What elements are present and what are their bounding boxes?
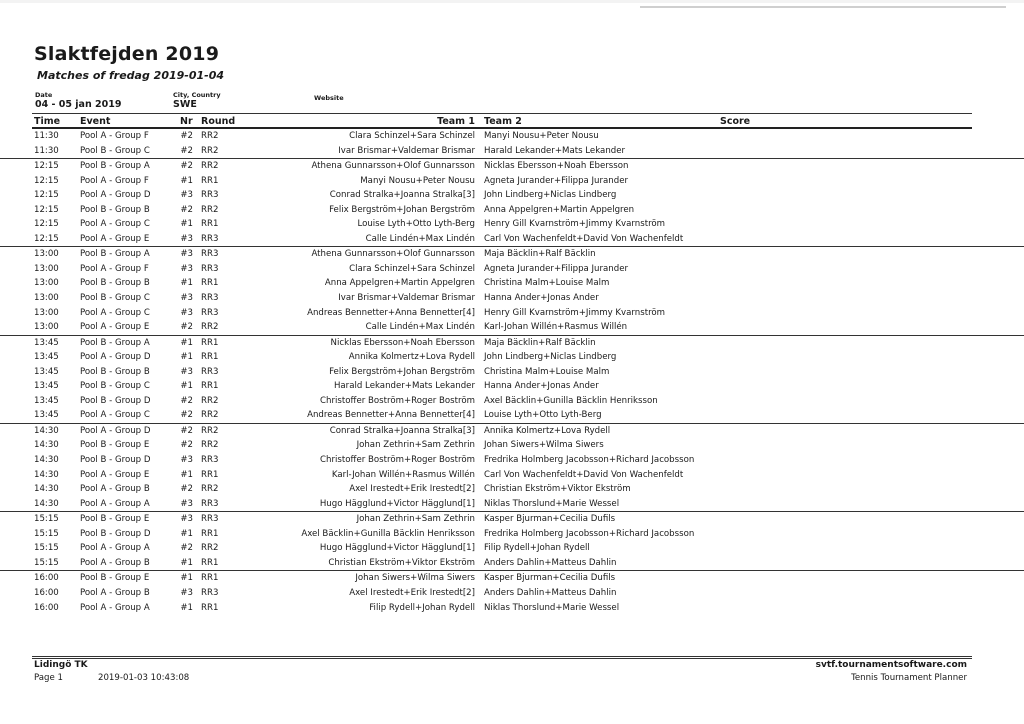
table-row bbox=[0, 203, 1024, 218]
table-row bbox=[0, 188, 1024, 203]
match-round: RR2 bbox=[201, 425, 219, 436]
match-team1: Harald Lekander+Mats Lekander bbox=[333, 381, 475, 392]
match-event: Pool A - Group C bbox=[80, 219, 150, 230]
match-team2: Agneta Jurander+Filippa Jurander bbox=[484, 263, 629, 274]
match-team1: Louise Lyth+Otto Lyth-Berg bbox=[357, 219, 475, 230]
match-time: 14:30 bbox=[34, 498, 59, 509]
table-row bbox=[0, 453, 1024, 468]
match-time: 16:00 bbox=[34, 602, 59, 613]
match-event: Pool B - Group D bbox=[80, 395, 151, 406]
match-round: RR2 bbox=[201, 204, 219, 215]
match-event: Pool A - Group A bbox=[80, 602, 150, 613]
match-round: RR1 bbox=[201, 469, 219, 480]
match-team2: John Lindberg+Niclas Lindberg bbox=[484, 352, 617, 363]
match-time: 13:00 bbox=[34, 278, 59, 289]
match-nr: #3 bbox=[180, 190, 193, 201]
match-team1: Conrad Stralka+Joanna Stralka[3] bbox=[329, 425, 475, 436]
match-time: 14:30 bbox=[34, 425, 59, 436]
header-score: Score bbox=[720, 116, 751, 127]
match-nr: #2 bbox=[180, 543, 193, 554]
match-time: 13:00 bbox=[34, 307, 59, 318]
header-team1: Team 1 bbox=[437, 116, 475, 127]
match-event: Pool A - Group F bbox=[80, 175, 149, 186]
match-team2: Christian Ekström+Viktor Ekström bbox=[484, 484, 631, 495]
match-nr: #3 bbox=[180, 366, 193, 377]
match-round: RR2 bbox=[201, 395, 219, 406]
match-team1: Karl-Johan Willén+Rasmus Willén bbox=[331, 469, 475, 480]
match-round: RR3 bbox=[201, 249, 219, 260]
match-team2: Nicklas Ebersson+Noah Ebersson bbox=[484, 161, 629, 172]
match-event: Pool A - Group C bbox=[80, 307, 150, 318]
match-team1: Johan Zethrin+Sam Zethrin bbox=[356, 514, 475, 525]
match-nr: #3 bbox=[180, 498, 193, 509]
match-event: Pool B - Group C bbox=[80, 145, 150, 156]
match-round: RR1 bbox=[201, 352, 219, 363]
match-event: Pool A - Group B bbox=[80, 557, 150, 568]
match-event: Pool A - Group A bbox=[80, 498, 150, 509]
match-team2: Fredrika Holmberg Jacobsson+Richard Jacobsson bbox=[484, 528, 695, 539]
match-round: RR3 bbox=[201, 455, 219, 466]
match-event: Pool B - Group D bbox=[80, 455, 151, 466]
match-nr: #3 bbox=[180, 263, 193, 274]
match-round: RR3 bbox=[201, 498, 219, 509]
match-time: 13:45 bbox=[34, 337, 59, 348]
match-team2: Carl Von Wachenfeldt+David Von Wachenfeldt bbox=[484, 469, 684, 480]
table-row bbox=[0, 129, 1024, 144]
match-event: Pool B - Group E bbox=[80, 573, 150, 584]
website-label: Website bbox=[314, 94, 344, 102]
header-rule-top bbox=[32, 113, 972, 114]
match-nr: #3 bbox=[180, 307, 193, 318]
match-nr: #2 bbox=[180, 484, 193, 495]
match-round: RR2 bbox=[201, 145, 219, 156]
match-event: Pool B - Group B bbox=[80, 204, 150, 215]
table-row bbox=[0, 556, 1024, 571]
table-row bbox=[0, 306, 1024, 321]
match-nr: #1 bbox=[180, 175, 193, 186]
city-value: SWE bbox=[173, 99, 197, 110]
match-team1: Christian Ekström+Viktor Ekström bbox=[328, 557, 475, 568]
match-nr: #3 bbox=[180, 293, 193, 304]
match-team2: Axel Bäcklin+Gunilla Bäcklin Henriksson bbox=[484, 395, 658, 406]
table-row bbox=[0, 527, 1024, 542]
match-team1: Andreas Bennetter+Anna Bennetter[4] bbox=[307, 410, 475, 421]
table-row bbox=[0, 438, 1024, 453]
table-row bbox=[0, 158, 1024, 174]
match-time: 15:15 bbox=[34, 557, 59, 568]
table-row bbox=[0, 144, 1024, 159]
match-nr: #1 bbox=[180, 219, 193, 230]
match-round: RR3 bbox=[201, 190, 219, 201]
match-time: 16:00 bbox=[34, 587, 59, 598]
match-time: 14:30 bbox=[34, 469, 59, 480]
match-team2: Hanna Ander+Jonas Ander bbox=[484, 293, 599, 304]
match-round: RR2 bbox=[201, 440, 219, 451]
match-team1: Manyi Nousu+Peter Nousu bbox=[360, 175, 475, 186]
match-time: 14:30 bbox=[34, 440, 59, 451]
match-event: Pool B - Group B bbox=[80, 366, 150, 377]
match-time: 11:30 bbox=[34, 131, 59, 141]
match-time: 15:15 bbox=[34, 543, 59, 554]
match-team2: Christina Malm+Louise Malm bbox=[484, 278, 610, 289]
match-nr: #2 bbox=[180, 410, 193, 421]
match-team2: Filip Rydell+Johan Rydell bbox=[484, 543, 590, 554]
match-event: Pool B - Group A bbox=[80, 161, 150, 172]
match-time: 13:45 bbox=[34, 410, 59, 421]
match-round: RR1 bbox=[201, 175, 219, 186]
match-time: 12:15 bbox=[34, 161, 59, 172]
table-row bbox=[0, 291, 1024, 306]
match-event: Pool A - Group A bbox=[80, 543, 150, 554]
match-round: RR3 bbox=[201, 514, 219, 525]
table-row bbox=[0, 541, 1024, 556]
match-time: 12:15 bbox=[34, 219, 59, 230]
match-nr: #1 bbox=[180, 352, 193, 363]
match-team1: Anna Appelgren+Martin Appelgren bbox=[324, 278, 475, 289]
match-team1: Axel Bäcklin+Gunilla Bäcklin Henriksson bbox=[301, 528, 475, 539]
match-time: 12:15 bbox=[34, 233, 59, 244]
table-row bbox=[0, 379, 1024, 394]
match-round: RR2 bbox=[201, 161, 219, 172]
match-nr: #3 bbox=[180, 233, 193, 244]
match-nr: #1 bbox=[180, 602, 193, 613]
match-event: Pool A - Group E bbox=[80, 469, 150, 480]
city-label: City, Country bbox=[173, 91, 221, 99]
match-round: RR1 bbox=[201, 528, 219, 539]
match-round: RR2 bbox=[201, 484, 219, 495]
match-team1: Axel Irestedt+Erik Irestedt[2] bbox=[349, 587, 475, 598]
footer-website: svtf.tournamentsoftware.com bbox=[815, 660, 967, 670]
matches-table bbox=[0, 129, 1024, 615]
match-round: RR2 bbox=[201, 410, 219, 421]
table-row bbox=[0, 246, 1024, 262]
match-nr: #1 bbox=[180, 381, 193, 392]
table-row bbox=[0, 276, 1024, 291]
table-row bbox=[0, 511, 1024, 527]
header-nr: Nr bbox=[180, 116, 193, 127]
match-nr: #1 bbox=[180, 469, 193, 480]
match-team2: Fredrika Holmberg Jacobsson+Richard Jacobsson bbox=[484, 455, 695, 466]
match-time: 14:30 bbox=[34, 455, 59, 466]
table-row bbox=[0, 174, 1024, 189]
match-team2: Henry Gill Kvarnström+Jimmy Kvarnström bbox=[484, 307, 666, 318]
match-event: Pool A - Group C bbox=[80, 410, 150, 421]
date-value: 04 - 05 jan 2019 bbox=[35, 99, 122, 110]
table-row bbox=[0, 497, 1024, 512]
table-row bbox=[0, 350, 1024, 365]
match-event: Pool B - Group E bbox=[80, 514, 150, 525]
match-team2: Harald Lekander+Mats Lekander bbox=[484, 145, 626, 156]
match-team1: Nicklas Ebersson+Noah Ebersson bbox=[330, 337, 475, 348]
page-subtitle: Matches of fredag 2019-01-04 bbox=[37, 69, 225, 82]
match-team2: Henry Gill Kvarnström+Jimmy Kvarnström bbox=[484, 219, 666, 230]
match-team1: Clara Schinzel+Sara Schinzel bbox=[349, 131, 475, 141]
match-team2: Kasper Bjurman+Cecilia Dufils bbox=[484, 573, 616, 584]
match-time: 11:30 bbox=[34, 145, 59, 156]
match-team2: John Lindberg+Niclas Lindberg bbox=[484, 190, 617, 201]
match-round: RR3 bbox=[201, 233, 219, 244]
match-team2: Niklas Thorslund+Marie Wessel bbox=[484, 602, 620, 613]
match-team1: Christoffer Boström+Roger Boström bbox=[320, 395, 475, 406]
match-nr: #3 bbox=[180, 455, 193, 466]
date-label: Date bbox=[35, 91, 53, 99]
match-round: RR2 bbox=[201, 543, 219, 554]
footer-rule bbox=[32, 656, 972, 657]
match-team2: Annika Kolmertz+Lova Rydell bbox=[484, 425, 611, 436]
match-nr: #1 bbox=[180, 337, 193, 348]
table-row bbox=[0, 335, 1024, 351]
header-team2: Team 2 bbox=[484, 116, 522, 127]
match-team1: Felix Bergström+Johan Bergström bbox=[329, 204, 475, 215]
footer-club: Lidingö TK bbox=[34, 660, 88, 670]
match-team2: Christina Malm+Louise Malm bbox=[484, 366, 610, 377]
match-nr: #2 bbox=[180, 161, 193, 172]
match-event: Pool B - Group A bbox=[80, 337, 150, 348]
match-event: Pool B - Group B bbox=[80, 278, 150, 289]
match-round: RR1 bbox=[201, 278, 219, 289]
match-nr: #2 bbox=[180, 322, 193, 333]
match-round: RR2 bbox=[201, 322, 219, 333]
match-team2: Johan Siwers+Wilma Siwers bbox=[484, 440, 604, 451]
table-row bbox=[0, 408, 1024, 423]
match-round: RR3 bbox=[201, 263, 219, 274]
footer-timestamp: 2019-01-03 10:43:08 bbox=[98, 673, 190, 683]
match-team2: Louise Lyth+Otto Lyth-Berg bbox=[484, 410, 602, 421]
match-team1: Filip Rydell+Johan Rydell bbox=[369, 602, 475, 613]
match-team2: Carl Von Wachenfeldt+David Von Wachenfeldt bbox=[484, 233, 684, 244]
table-row bbox=[0, 570, 1024, 586]
match-team1: Hugo Hägglund+Victor Hägglund[1] bbox=[319, 543, 475, 554]
match-time: 13:00 bbox=[34, 322, 59, 333]
match-team1: Axel Irestedt+Erik Irestedt[2] bbox=[349, 484, 475, 495]
match-round: RR3 bbox=[201, 293, 219, 304]
match-time: 12:15 bbox=[34, 204, 59, 215]
match-nr: #2 bbox=[180, 145, 193, 156]
match-team2: Agneta Jurander+Filippa Jurander bbox=[484, 175, 629, 186]
match-team2: Maja Bäcklin+Ralf Bäcklin bbox=[484, 249, 596, 260]
match-event: Pool A - Group E bbox=[80, 322, 150, 333]
match-nr: #3 bbox=[180, 587, 193, 598]
match-nr: #3 bbox=[180, 514, 193, 525]
table-row bbox=[0, 423, 1024, 439]
match-event: Pool A - Group B bbox=[80, 484, 150, 495]
match-team2: Kasper Bjurman+Cecilia Dufils bbox=[484, 514, 616, 525]
match-team1: Clara Schinzel+Sara Schinzel bbox=[349, 263, 475, 274]
match-time: 13:00 bbox=[34, 249, 59, 260]
match-round: RR2 bbox=[201, 131, 219, 141]
header-event: Event bbox=[80, 116, 111, 127]
match-event: Pool B - Group A bbox=[80, 249, 150, 260]
match-team1: Felix Bergström+Johan Bergström bbox=[329, 366, 475, 377]
match-nr: #3 bbox=[180, 249, 193, 260]
match-time: 12:15 bbox=[34, 190, 59, 201]
match-team1: Christoffer Boström+Roger Boström bbox=[320, 455, 475, 466]
match-round: RR3 bbox=[201, 587, 219, 598]
match-event: Pool A - Group B bbox=[80, 587, 150, 598]
match-time: 15:15 bbox=[34, 514, 59, 525]
match-time: 15:15 bbox=[34, 528, 59, 539]
match-event: Pool A - Group F bbox=[80, 131, 149, 141]
page-title: Slaktfejden 2019 bbox=[34, 43, 220, 65]
footer-rule-secondary bbox=[32, 658, 972, 659]
table-row bbox=[0, 262, 1024, 277]
match-round: RR1 bbox=[201, 381, 219, 392]
match-event: Pool A - Group D bbox=[80, 425, 151, 436]
match-team1: Andreas Bennetter+Anna Bennetter[4] bbox=[307, 307, 475, 318]
match-nr: #2 bbox=[180, 131, 193, 141]
match-event: Pool A - Group F bbox=[80, 263, 149, 274]
match-event: Pool A - Group D bbox=[80, 352, 151, 363]
top-divider bbox=[640, 6, 1006, 8]
match-nr: #2 bbox=[180, 440, 193, 451]
table-row bbox=[0, 586, 1024, 601]
match-team1: Ivar Brismar+Valdemar Brismar bbox=[338, 145, 475, 156]
match-team2: Niklas Thorslund+Marie Wessel bbox=[484, 498, 620, 509]
match-round: RR1 bbox=[201, 219, 219, 230]
match-round: RR1 bbox=[201, 557, 219, 568]
match-time: 12:15 bbox=[34, 175, 59, 186]
header-round: Round bbox=[201, 116, 236, 127]
table-row bbox=[0, 601, 1024, 616]
match-event: Pool A - Group D bbox=[80, 190, 151, 201]
match-event: Pool A - Group E bbox=[80, 233, 150, 244]
match-team2: Anna Appelgren+Martin Appelgren bbox=[484, 204, 635, 215]
match-team1: Calle Lindén+Max Lindén bbox=[365, 322, 475, 333]
table-row bbox=[0, 468, 1024, 483]
match-nr: #2 bbox=[180, 395, 193, 406]
table-row bbox=[0, 482, 1024, 497]
match-team2: Hanna Ander+Jonas Ander bbox=[484, 381, 599, 392]
match-team1: Ivar Brismar+Valdemar Brismar bbox=[338, 293, 475, 304]
match-time: 13:45 bbox=[34, 352, 59, 363]
match-nr: #1 bbox=[180, 528, 193, 539]
match-nr: #1 bbox=[180, 278, 193, 289]
match-nr: #1 bbox=[180, 557, 193, 568]
match-team1: Athena Gunnarsson+Olof Gunnarsson bbox=[311, 249, 475, 260]
table-row bbox=[0, 365, 1024, 380]
match-team1: Calle Lindén+Max Lindén bbox=[365, 233, 475, 244]
match-team1: Johan Zethrin+Sam Zethrin bbox=[356, 440, 475, 451]
table-row bbox=[0, 394, 1024, 409]
scan-edge bbox=[0, 0, 1024, 3]
match-round: RR1 bbox=[201, 602, 219, 613]
match-team2: Karl-Johan Willén+Rasmus Willén bbox=[484, 322, 628, 333]
match-time: 13:00 bbox=[34, 293, 59, 304]
match-event: Pool B - Group C bbox=[80, 293, 150, 304]
table-row bbox=[0, 320, 1024, 335]
footer-app-name: Tennis Tournament Planner bbox=[851, 673, 967, 683]
match-time: 16:00 bbox=[34, 573, 59, 584]
match-time: 14:30 bbox=[34, 484, 59, 495]
table-row bbox=[0, 232, 1024, 247]
match-team1: Annika Kolmertz+Lova Rydell bbox=[348, 352, 475, 363]
match-time: 13:00 bbox=[34, 263, 59, 274]
match-time: 13:45 bbox=[34, 381, 59, 392]
match-nr: #2 bbox=[180, 425, 193, 436]
match-team2: Manyi Nousu+Peter Nousu bbox=[484, 131, 599, 141]
match-team1: Hugo Hägglund+Victor Hägglund[1] bbox=[319, 498, 475, 509]
match-team1: Conrad Stralka+Joanna Stralka[3] bbox=[329, 190, 475, 201]
match-team1: Athena Gunnarsson+Olof Gunnarsson bbox=[311, 161, 475, 172]
match-round: RR1 bbox=[201, 573, 219, 584]
match-nr: #1 bbox=[180, 573, 193, 584]
match-round: RR3 bbox=[201, 366, 219, 377]
match-event: Pool B - Group E bbox=[80, 440, 150, 451]
match-team2: Maja Bäcklin+Ralf Bäcklin bbox=[484, 337, 596, 348]
table-row bbox=[0, 217, 1024, 232]
match-time: 13:45 bbox=[34, 395, 59, 406]
match-event: Pool B - Group C bbox=[80, 381, 150, 392]
match-time: 13:45 bbox=[34, 366, 59, 377]
header-time: Time bbox=[34, 116, 61, 127]
footer-page-number: Page 1 bbox=[34, 673, 64, 683]
match-round: RR1 bbox=[201, 337, 219, 348]
match-round: RR3 bbox=[201, 307, 219, 318]
match-team2: Anders Dahlin+Matteus Dahlin bbox=[484, 587, 617, 598]
match-team2: Anders Dahlin+Matteus Dahlin bbox=[484, 557, 617, 568]
match-team1: Johan Siwers+Wilma Siwers bbox=[355, 573, 475, 584]
match-nr: #2 bbox=[180, 204, 193, 215]
match-event: Pool B - Group D bbox=[80, 528, 151, 539]
